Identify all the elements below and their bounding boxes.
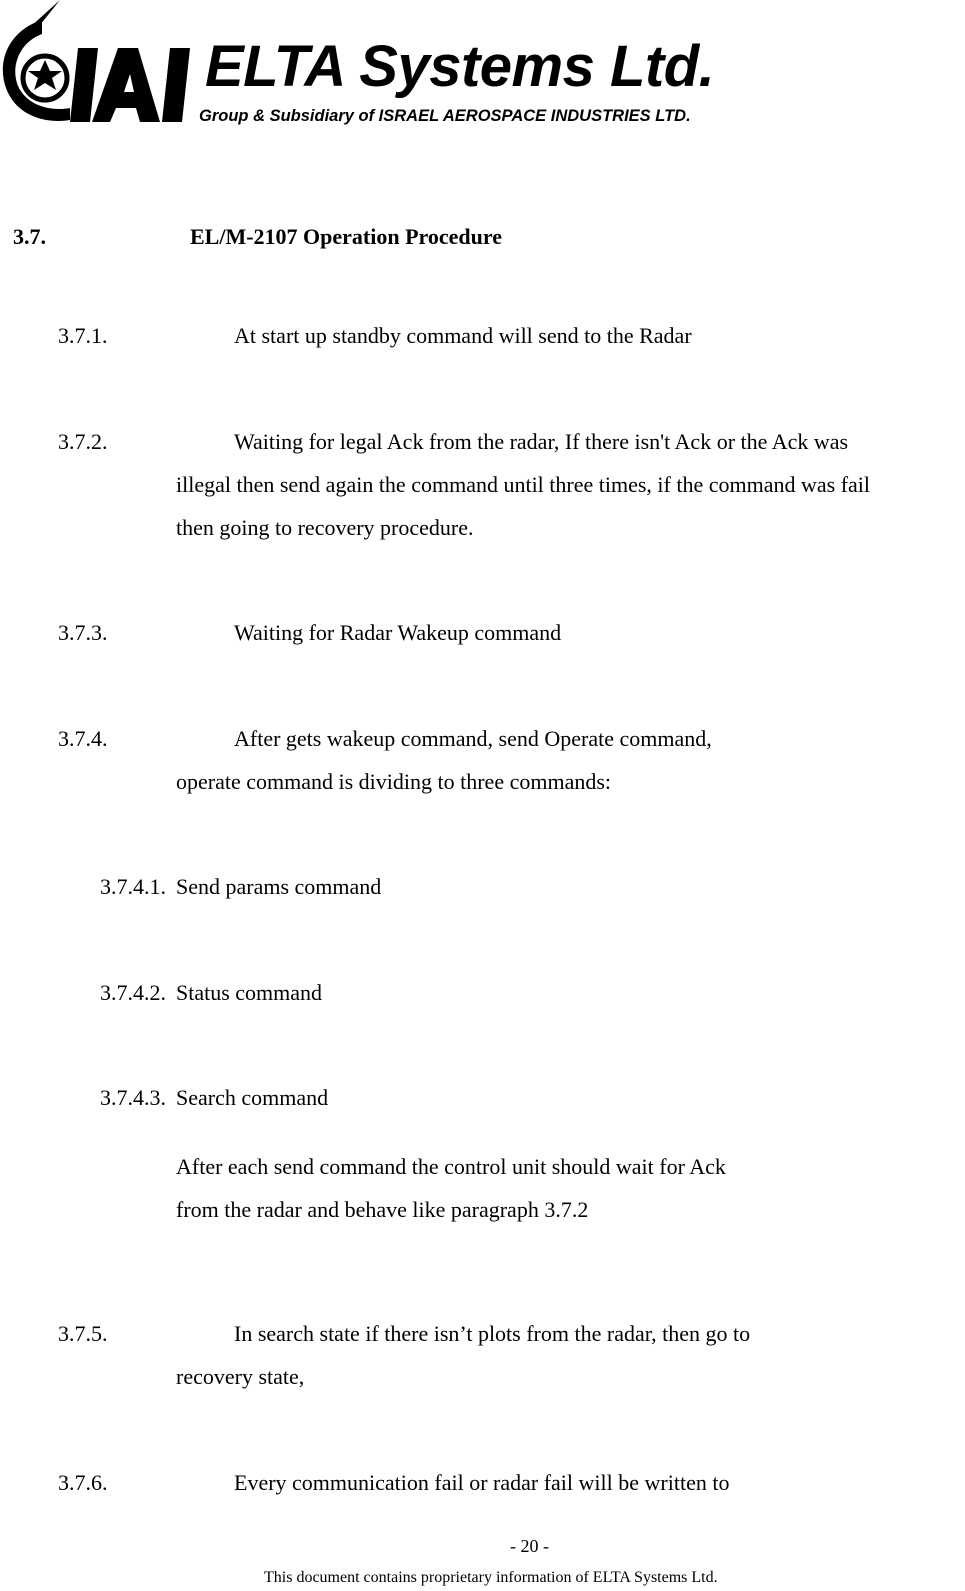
subitem-text: Search command (176, 1085, 329, 1110)
item-text: recovery state, (176, 1364, 305, 1389)
item-number: 3.7.1. (58, 323, 108, 348)
item-text: illegal then send again the command until three times, if the command was fail (176, 472, 871, 497)
subitem-text: Status command (176, 980, 323, 1005)
item-text: At start up standby command will send to the Radar (234, 323, 692, 348)
item-text: Every communication fail or radar fail will be written to (234, 1470, 730, 1495)
item-text: then going to recovery procedure. (176, 515, 474, 540)
note-text: After each send command the control unit should wait for Ack (176, 1154, 726, 1179)
proprietary-notice: This document contains proprietary information of ELTA Systems Ltd. (264, 1569, 718, 1586)
item-text: Waiting for Radar Wakeup command (234, 620, 562, 645)
subitem-number: 3.7.4.1. (100, 874, 166, 899)
section-title: EL/M-2107 Operation Procedure (190, 224, 503, 249)
section-number: 3.7. (13, 224, 46, 249)
page-number: - 20 - (510, 1536, 549, 1556)
item-text: In search state if there isn’t plots from the radar, then go to (234, 1321, 751, 1346)
item-number: 3.7.6. (58, 1470, 108, 1495)
item-text: Waiting for legal Ack from the radar, If there isn't Ack or the Ack was (234, 429, 849, 454)
item-number: 3.7.3. (58, 620, 108, 645)
subitem-text: Send params command (176, 874, 382, 899)
item-number: 3.7.2. (58, 429, 108, 454)
item-text: After gets wakeup command, send Operate command, (234, 726, 712, 751)
company-subtitle: Group & Subsidiary of ISRAEL AEROSPACE INDUSTRIES LTD. (199, 107, 691, 125)
item-text: operate command is dividing to three commands: (176, 769, 612, 794)
subitem-number: 3.7.4.2. (100, 980, 166, 1005)
item-number: 3.7.5. (58, 1321, 108, 1346)
item-number: 3.7.4. (58, 726, 108, 751)
note-text: from the radar and behave like paragraph 3.7.2 (176, 1197, 589, 1222)
subitem-number: 3.7.4.3. (100, 1085, 166, 1110)
company-name: ELTA Systems Ltd. (205, 34, 715, 99)
company-logo (0, 0, 740, 135)
